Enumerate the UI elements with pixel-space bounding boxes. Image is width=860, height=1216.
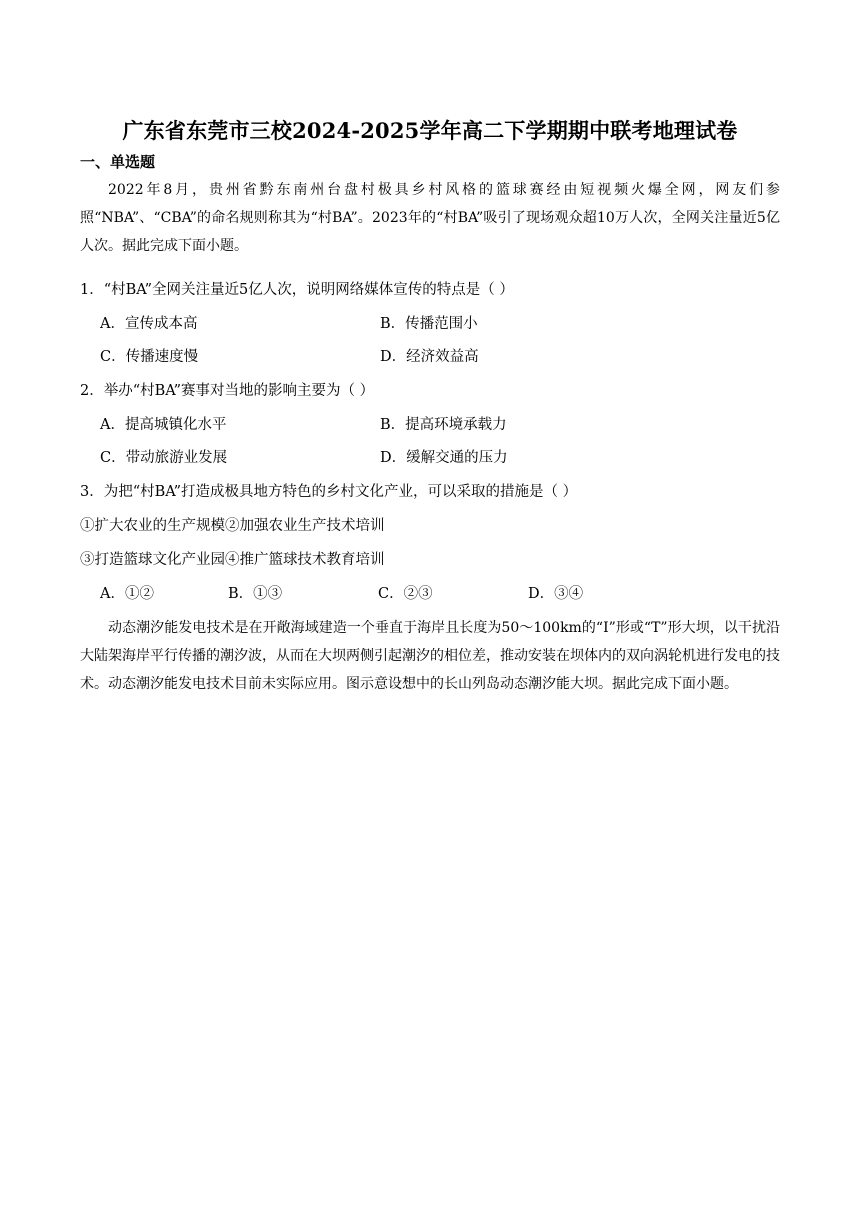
question-1-stem: 1．“村BA”全网关注量近5亿人次，说明网络媒体宣传的特点是（ ） bbox=[80, 282, 514, 298]
reading-passage-2: 动态潮汐能发电技术是在开敞海域建造一个垂直于海岸且长度为50～100km的“I”形或“T”形大坝，以干扰沿大陆架海岸平行传播的潮汐波，从而在大坝两侧引起潮汐的相位差，推动安装在坝体内的双向涡轮机进行发电的技术。动态潮汐能发电技术目前未实际应用。图示意设想中的长山列岛动态潮汐能大坝。据此完成下面小题。 bbox=[80, 620, 780, 692]
question-2-stem: 2．举办“村BA”赛事对当地的影响主要为（ ） bbox=[80, 383, 375, 399]
question-3-statements-1-2: ①扩大农业的生产规模②加强农业生产技术培训 bbox=[80, 518, 385, 534]
question-1-option-b: B．传播范围小 bbox=[380, 316, 478, 332]
question-1-option-d: D．经济效益高 bbox=[380, 349, 479, 365]
question-2-option-b: B．提高环境承载力 bbox=[380, 417, 507, 433]
question-3-option-a: A．①② bbox=[100, 586, 154, 602]
question-2-option-c: C．带动旅游业发展 bbox=[100, 450, 228, 466]
question-2-option-d: D．缓解交通的压力 bbox=[380, 450, 508, 466]
question-3-stem: 3．为把“村BA”打造成极具地方特色的乡村文化产业，可以采取的措施是（ ） bbox=[80, 484, 578, 500]
question-3-option-b: B．①③ bbox=[228, 586, 283, 602]
question-3-option-d: D．③④ bbox=[528, 586, 584, 602]
section-heading: 一、单选题 bbox=[80, 153, 156, 171]
question-1-option-a: A．宣传成本高 bbox=[100, 316, 198, 332]
question-2-option-a: A．提高城镇化水平 bbox=[100, 417, 227, 433]
question-3-option-c: C．②③ bbox=[378, 586, 433, 602]
question-3-statements-3-4: ③打造篮球文化产业园④推广篮球技术教育培训 bbox=[80, 552, 385, 568]
reading-passage-1: 2022年8月，贵州省黔东南州台盘村极具乡村风格的篮球赛经由短视频火爆全网，网友们参照“NBA”、“CBA”的命名规则称其为“村BA”。2023年的“村BA”吸引了现场观众超10万人次，全网关注量近5亿人次。据此完成下面小题。 bbox=[80, 182, 780, 254]
exam-title: 广东省东莞市三校2024-2025学年高二下学期期中联考地理试卷 bbox=[122, 118, 738, 143]
question-1-option-c: C．传播速度慢 bbox=[100, 349, 199, 365]
